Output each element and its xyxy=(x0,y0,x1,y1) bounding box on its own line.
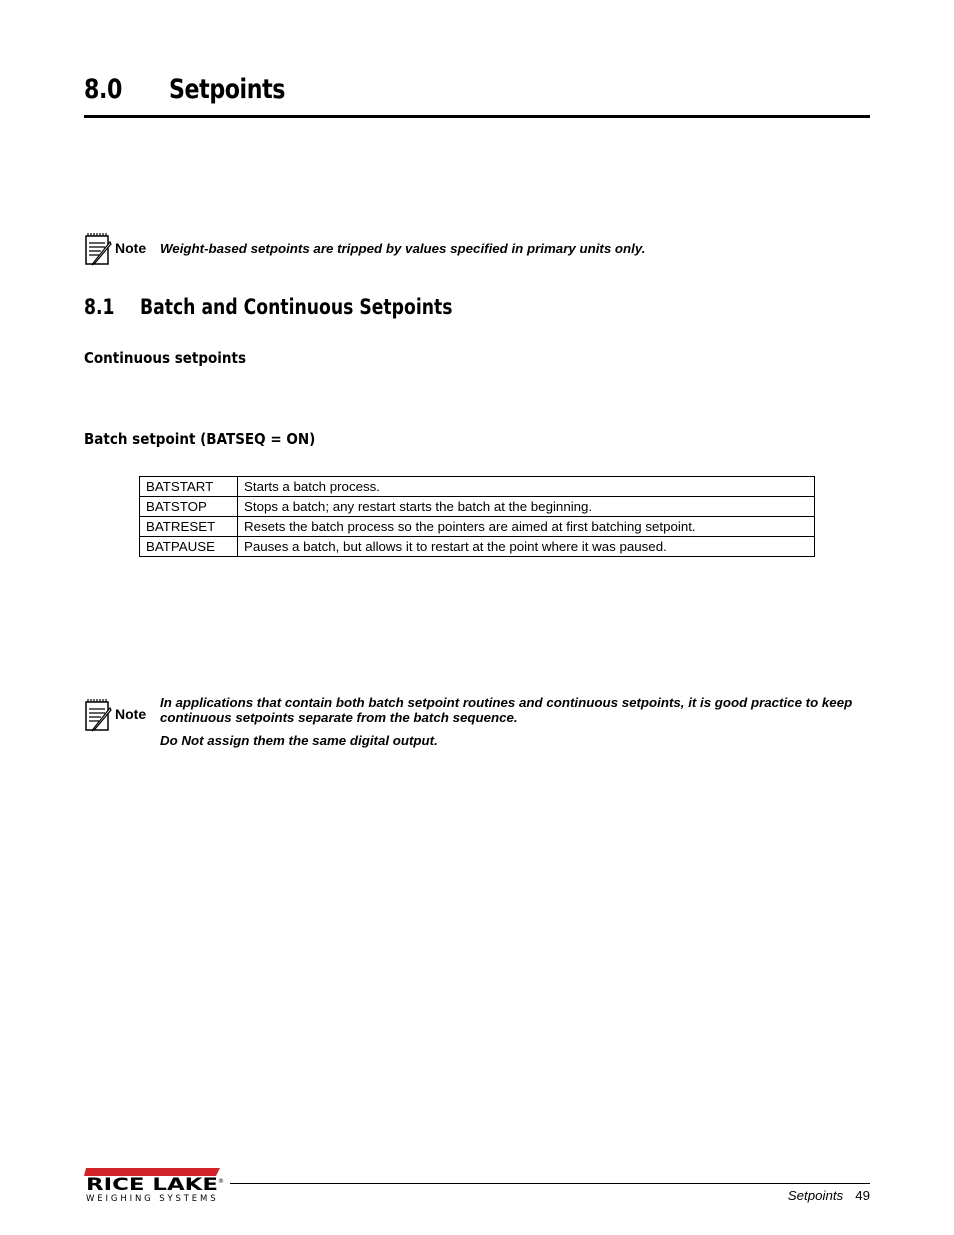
subhead-continuous: Continuous setpoints xyxy=(84,349,247,367)
command-cell: BATSTOP xyxy=(140,497,238,517)
section-number: 8.1 xyxy=(84,295,115,319)
note-text: Do Not assign them the same digital output. xyxy=(160,733,438,748)
footer-rule xyxy=(230,1183,870,1184)
note-icon xyxy=(84,232,114,271)
chapter-number: 8.0 xyxy=(84,74,123,105)
chapter-title: Setpoints xyxy=(169,74,286,105)
footer xyxy=(788,1188,870,1203)
table-row xyxy=(140,477,815,497)
chapter-rule xyxy=(84,115,870,118)
table-row xyxy=(140,517,815,537)
section-title: Batch and Continuous Setpoints xyxy=(140,295,453,319)
note-icon xyxy=(84,698,114,737)
description-cell: Starts a batch process. xyxy=(238,477,815,497)
subhead-batch: Batch setpoint (BATSEQ = ON) xyxy=(84,430,316,448)
description-cell: Stops a batch; any restart starts the batch at the beginning. xyxy=(238,497,815,517)
rice-lake-logo xyxy=(84,1168,224,1213)
command-cell: BATSTART xyxy=(140,477,238,497)
batch-command-table xyxy=(139,476,815,557)
command-cell: BATRESET xyxy=(140,517,238,537)
command-cell: BATPAUSE xyxy=(140,537,238,557)
logo-registered: ® xyxy=(218,1178,224,1185)
logo-tagline: WEIGHING SYSTEMS xyxy=(86,1194,218,1204)
page-number: 49 xyxy=(855,1188,870,1203)
table-row xyxy=(140,537,815,557)
note-label: Note xyxy=(115,706,147,722)
description-cell: Pauses a batch, but allows it to restart at the point where it was paused. xyxy=(238,537,815,557)
footer-section: Setpoints xyxy=(787,1188,844,1203)
note-text: In applications that contain both batch setpoint routines and continuous setpoints, it is good practice to keep continuous setpoints separate from the batch sequence. xyxy=(160,695,853,725)
table-row xyxy=(140,497,815,517)
logo-brand: RICE LAKE xyxy=(86,1175,218,1195)
note-label: Note xyxy=(115,240,147,256)
note-text: Weight-based setpoints are tripped by values specified in primary units only. xyxy=(160,241,646,256)
description-cell: Resets the batch process so the pointers are aimed at first batching setpoint. xyxy=(238,517,815,537)
